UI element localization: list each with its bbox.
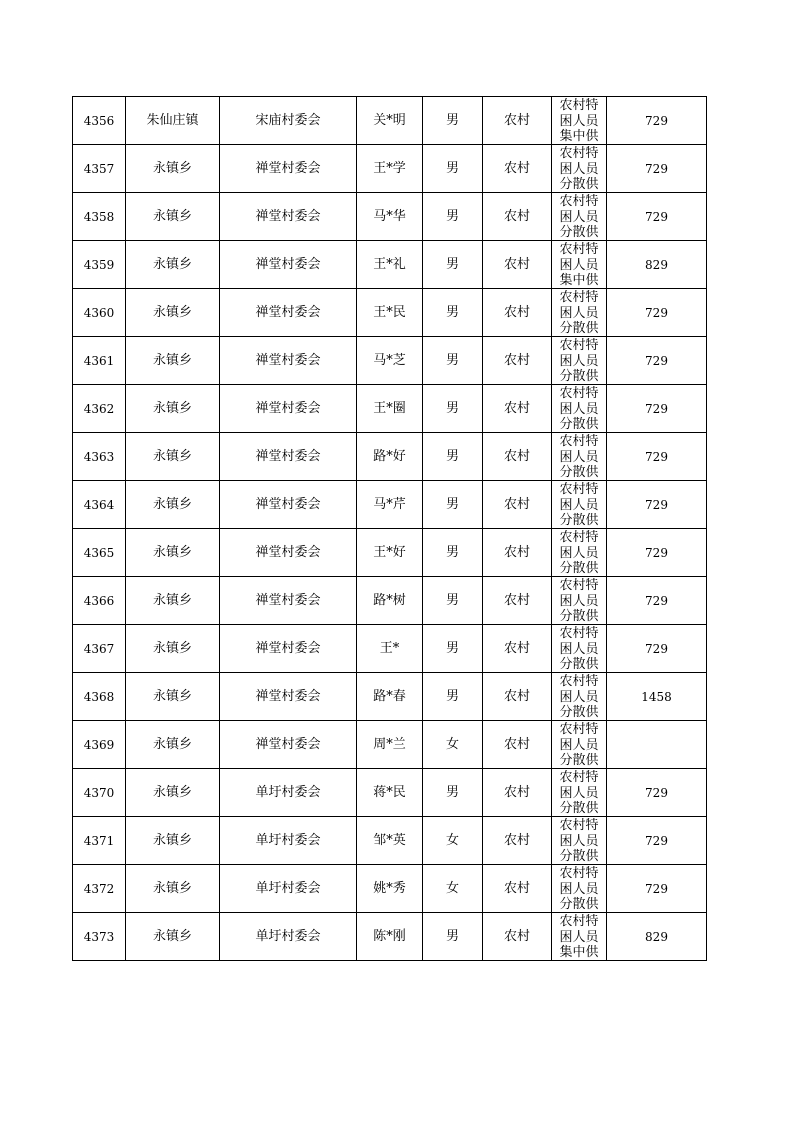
town-cell: 永镇乡 <box>126 385 220 433</box>
town-cell: 朱仙庄镇 <box>126 97 220 145</box>
table-row <box>73 337 707 385</box>
assistance-category-cell <box>552 481 607 529</box>
assistance-category-cell <box>552 529 607 577</box>
town-cell: 永镇乡 <box>126 241 220 289</box>
table-row <box>73 769 707 817</box>
gender-cell: 男 <box>423 481 483 529</box>
assistance-category-text: 农村特困人员集中供 <box>559 242 599 288</box>
village-committee-cell: 禅堂村委会 <box>220 481 357 529</box>
amount-cell: 729 <box>607 97 707 145</box>
assistance-category-cell <box>552 673 607 721</box>
village-committee-cell: 禅堂村委会 <box>220 673 357 721</box>
area-type-cell: 农村 <box>483 673 552 721</box>
assistance-category-text: 农村特困人员分散供 <box>559 578 599 624</box>
person-name-cell: 陈*刚 <box>357 913 423 961</box>
amount-cell: 729 <box>607 817 707 865</box>
gender-cell: 男 <box>423 241 483 289</box>
assistance-category-cell <box>552 817 607 865</box>
assistance-category-cell <box>552 721 607 769</box>
table-row <box>73 481 707 529</box>
town-cell: 永镇乡 <box>126 673 220 721</box>
village-committee-cell: 单圩村委会 <box>220 769 357 817</box>
town-cell: 永镇乡 <box>126 193 220 241</box>
area-type-cell: 农村 <box>483 337 552 385</box>
amount-cell: 829 <box>607 913 707 961</box>
gender-cell: 女 <box>423 865 483 913</box>
table-row <box>73 673 707 721</box>
town-cell: 永镇乡 <box>126 529 220 577</box>
village-committee-cell: 禅堂村委会 <box>220 145 357 193</box>
amount-cell: 729 <box>607 193 707 241</box>
area-type-cell: 农村 <box>483 865 552 913</box>
gender-cell: 男 <box>423 913 483 961</box>
town-cell: 永镇乡 <box>126 625 220 673</box>
record-number-cell: 4366 <box>73 577 126 625</box>
table-row <box>73 721 707 769</box>
table-row <box>73 193 707 241</box>
gender-cell: 女 <box>423 721 483 769</box>
area-type-cell: 农村 <box>483 625 552 673</box>
assistance-category-text: 农村特困人员分散供 <box>559 674 599 720</box>
assistance-category-cell <box>552 385 607 433</box>
area-type-cell: 农村 <box>483 433 552 481</box>
assistance-category-text: 农村特困人员分散供 <box>559 770 599 816</box>
gender-cell: 男 <box>423 529 483 577</box>
town-cell: 永镇乡 <box>126 913 220 961</box>
record-number-cell: 4368 <box>73 673 126 721</box>
assistance-category-cell <box>552 625 607 673</box>
village-committee-cell: 禅堂村委会 <box>220 385 357 433</box>
amount-cell: 729 <box>607 481 707 529</box>
assistance-category-cell <box>552 337 607 385</box>
village-committee-cell: 禅堂村委会 <box>220 289 357 337</box>
assistance-category-text: 农村特困人员分散供 <box>559 722 599 768</box>
area-type-cell: 农村 <box>483 577 552 625</box>
village-committee-cell: 宋庙村委会 <box>220 97 357 145</box>
table-row <box>73 817 707 865</box>
gender-cell: 男 <box>423 337 483 385</box>
amount-cell <box>607 721 707 769</box>
assistance-category-cell <box>552 97 607 145</box>
village-committee-cell: 单圩村委会 <box>220 865 357 913</box>
town-cell: 永镇乡 <box>126 433 220 481</box>
assistance-category-text: 农村特困人员分散供 <box>559 434 599 480</box>
record-number-cell: 4363 <box>73 433 126 481</box>
person-name-cell: 路*春 <box>357 673 423 721</box>
record-number-cell: 4361 <box>73 337 126 385</box>
gender-cell: 男 <box>423 577 483 625</box>
record-number-cell: 4373 <box>73 913 126 961</box>
assistance-category-cell <box>552 193 607 241</box>
record-number-cell: 4371 <box>73 817 126 865</box>
record-number-cell: 4356 <box>73 97 126 145</box>
area-type-cell: 农村 <box>483 193 552 241</box>
assistance-category-cell <box>552 289 607 337</box>
table-row <box>73 289 707 337</box>
assistance-category-cell <box>552 577 607 625</box>
record-number-cell: 4364 <box>73 481 126 529</box>
assistance-category-cell <box>552 913 607 961</box>
village-committee-cell: 禅堂村委会 <box>220 721 357 769</box>
amount-cell: 729 <box>607 865 707 913</box>
town-cell: 永镇乡 <box>126 817 220 865</box>
record-number-cell: 4360 <box>73 289 126 337</box>
person-name-cell: 邹*英 <box>357 817 423 865</box>
assistance-category-text: 农村特困人员分散供 <box>559 386 599 432</box>
record-number-cell: 4365 <box>73 529 126 577</box>
assistance-category-text: 农村特困人员分散供 <box>559 194 599 240</box>
village-committee-cell: 单圩村委会 <box>220 913 357 961</box>
assistance-category-text: 农村特困人员分散供 <box>559 338 599 384</box>
person-name-cell: 路*好 <box>357 433 423 481</box>
village-committee-cell: 禅堂村委会 <box>220 193 357 241</box>
area-type-cell: 农村 <box>483 721 552 769</box>
gender-cell: 男 <box>423 385 483 433</box>
record-number-cell: 4359 <box>73 241 126 289</box>
person-name-cell: 王*好 <box>357 529 423 577</box>
assistance-category-text: 农村特困人员集中供 <box>559 914 599 960</box>
area-type-cell: 农村 <box>483 97 552 145</box>
records-table <box>72 96 707 961</box>
area-type-cell: 农村 <box>483 481 552 529</box>
records-body <box>73 97 707 961</box>
table-row <box>73 145 707 193</box>
person-name-cell: 路*树 <box>357 577 423 625</box>
town-cell: 永镇乡 <box>126 865 220 913</box>
town-cell: 永镇乡 <box>126 769 220 817</box>
gender-cell: 女 <box>423 817 483 865</box>
table-row <box>73 529 707 577</box>
table-row <box>73 241 707 289</box>
assistance-category-text: 农村特困人员分散供 <box>559 530 599 576</box>
village-committee-cell: 禅堂村委会 <box>220 625 357 673</box>
village-committee-cell: 禅堂村委会 <box>220 433 357 481</box>
area-type-cell: 农村 <box>483 913 552 961</box>
person-name-cell: 王*礼 <box>357 241 423 289</box>
gender-cell: 男 <box>423 673 483 721</box>
gender-cell: 男 <box>423 145 483 193</box>
table-row <box>73 385 707 433</box>
table-row <box>73 913 707 961</box>
table-row <box>73 577 707 625</box>
gender-cell: 男 <box>423 433 483 481</box>
record-number-cell: 4358 <box>73 193 126 241</box>
gender-cell: 男 <box>423 625 483 673</box>
amount-cell: 729 <box>607 529 707 577</box>
area-type-cell: 农村 <box>483 289 552 337</box>
assistance-category-cell <box>552 865 607 913</box>
village-committee-cell: 单圩村委会 <box>220 817 357 865</box>
amount-cell: 829 <box>607 241 707 289</box>
person-name-cell: 蒋*民 <box>357 769 423 817</box>
town-cell: 永镇乡 <box>126 145 220 193</box>
person-name-cell: 马*芹 <box>357 481 423 529</box>
area-type-cell: 农村 <box>483 145 552 193</box>
person-name-cell: 王*圈 <box>357 385 423 433</box>
town-cell: 永镇乡 <box>126 577 220 625</box>
gender-cell: 男 <box>423 289 483 337</box>
record-number-cell: 4357 <box>73 145 126 193</box>
gender-cell: 男 <box>423 769 483 817</box>
area-type-cell: 农村 <box>483 769 552 817</box>
assistance-category-text: 农村特困人员集中供 <box>559 98 599 144</box>
record-number-cell: 4370 <box>73 769 126 817</box>
person-name-cell: 马*华 <box>357 193 423 241</box>
assistance-category-text: 农村特困人员分散供 <box>559 146 599 192</box>
amount-cell: 729 <box>607 433 707 481</box>
person-name-cell: 王*民 <box>357 289 423 337</box>
amount-cell: 729 <box>607 769 707 817</box>
person-name-cell: 周*兰 <box>357 721 423 769</box>
table-row <box>73 865 707 913</box>
area-type-cell: 农村 <box>483 529 552 577</box>
person-name-cell: 王*学 <box>357 145 423 193</box>
amount-cell: 729 <box>607 577 707 625</box>
village-committee-cell: 禅堂村委会 <box>220 337 357 385</box>
amount-cell: 729 <box>607 625 707 673</box>
assistance-category-cell <box>552 241 607 289</box>
record-number-cell: 4362 <box>73 385 126 433</box>
town-cell: 永镇乡 <box>126 721 220 769</box>
table-row <box>73 625 707 673</box>
area-type-cell: 农村 <box>483 385 552 433</box>
record-number-cell: 4372 <box>73 865 126 913</box>
person-name-cell: 王* <box>357 625 423 673</box>
assistance-category-cell <box>552 145 607 193</box>
amount-cell: 729 <box>607 289 707 337</box>
gender-cell: 男 <box>423 97 483 145</box>
gender-cell: 男 <box>423 193 483 241</box>
village-committee-cell: 禅堂村委会 <box>220 241 357 289</box>
assistance-category-cell <box>552 769 607 817</box>
person-name-cell: 马*芝 <box>357 337 423 385</box>
town-cell: 永镇乡 <box>126 289 220 337</box>
record-number-cell: 4367 <box>73 625 126 673</box>
amount-cell: 1458 <box>607 673 707 721</box>
assistance-category-cell <box>552 433 607 481</box>
assistance-category-text: 农村特困人员分散供 <box>559 626 599 672</box>
village-committee-cell: 禅堂村委会 <box>220 577 357 625</box>
record-number-cell: 4369 <box>73 721 126 769</box>
person-name-cell: 姚*秀 <box>357 865 423 913</box>
assistance-category-text: 农村特困人员分散供 <box>559 818 599 864</box>
person-name-cell: 关*明 <box>357 97 423 145</box>
table-row <box>73 433 707 481</box>
area-type-cell: 农村 <box>483 241 552 289</box>
assistance-category-text: 农村特困人员分散供 <box>559 290 599 336</box>
town-cell: 永镇乡 <box>126 337 220 385</box>
area-type-cell: 农村 <box>483 817 552 865</box>
amount-cell: 729 <box>607 145 707 193</box>
table-row <box>73 97 707 145</box>
assistance-category-text: 农村特困人员分散供 <box>559 482 599 528</box>
amount-cell: 729 <box>607 385 707 433</box>
town-cell: 永镇乡 <box>126 481 220 529</box>
assistance-category-text: 农村特困人员分散供 <box>559 866 599 912</box>
village-committee-cell: 禅堂村委会 <box>220 529 357 577</box>
amount-cell: 729 <box>607 337 707 385</box>
